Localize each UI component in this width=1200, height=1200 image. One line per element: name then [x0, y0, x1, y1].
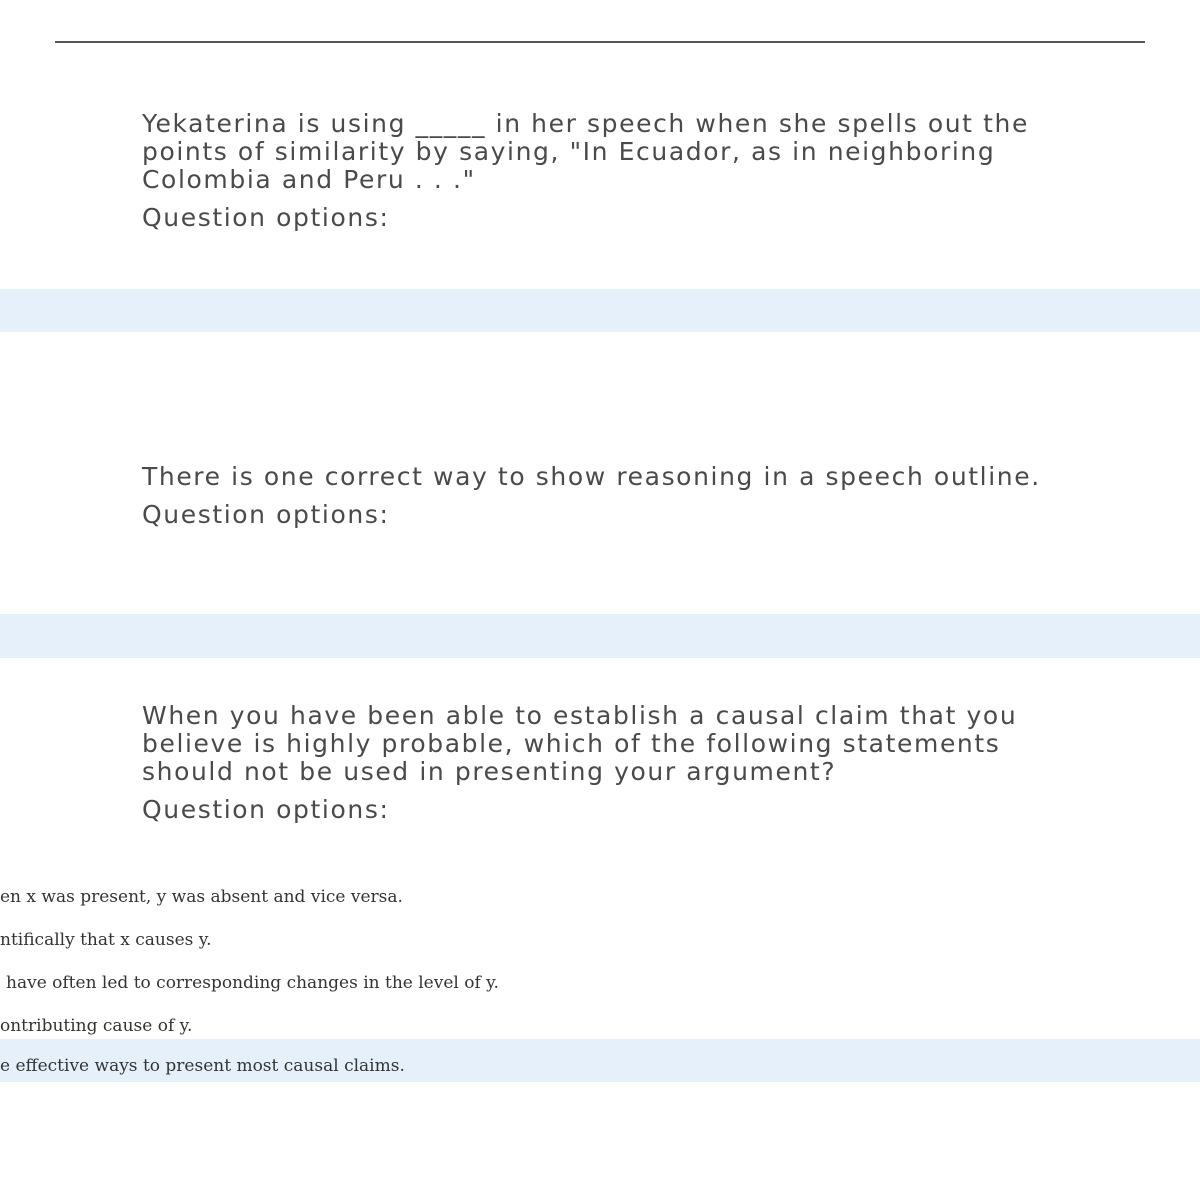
question-block-1	[142, 110, 1042, 232]
answer-option[interactable]	[0, 918, 1200, 961]
answer-option-text: en x was present, y was absent and vice versa.	[0, 887, 403, 907]
question-options-label: Question options:	[142, 203, 390, 232]
answer-option[interactable]	[0, 875, 1200, 918]
question-options-label: Question options:	[142, 500, 390, 529]
question-block-2	[142, 463, 1042, 529]
question-text: When you have been able to establish a causal claim that you believe is highly probable, which of the following statements should not be used in presenting your argument?	[142, 701, 1018, 786]
question-options-label: Question options:	[142, 795, 390, 824]
answer-option-highlighted[interactable]	[0, 1039, 1200, 1082]
top-divider	[55, 41, 1145, 43]
answer-option-text: have often led to corresponding changes in the level of y.	[6, 973, 499, 993]
question-text: Yekaterina is using _____ in her speech when she spells out the points of similarity by saying, "In Ecuador, as in neighboring Colombia and Peru . . ."	[142, 109, 1029, 194]
question-separator-band	[0, 614, 1200, 658]
answer-option-text: e effective ways to present most causal claims.	[0, 1056, 405, 1076]
answer-option-text: ntifically that x causes y.	[0, 930, 212, 950]
answer-option-text: ontributing cause of y.	[0, 1016, 193, 1036]
question-block-3	[142, 702, 1042, 824]
question-separator-band	[0, 289, 1200, 332]
answer-option[interactable]	[0, 961, 1200, 1004]
question-text: There is one correct way to show reasoning in a speech outline.	[142, 462, 1041, 491]
